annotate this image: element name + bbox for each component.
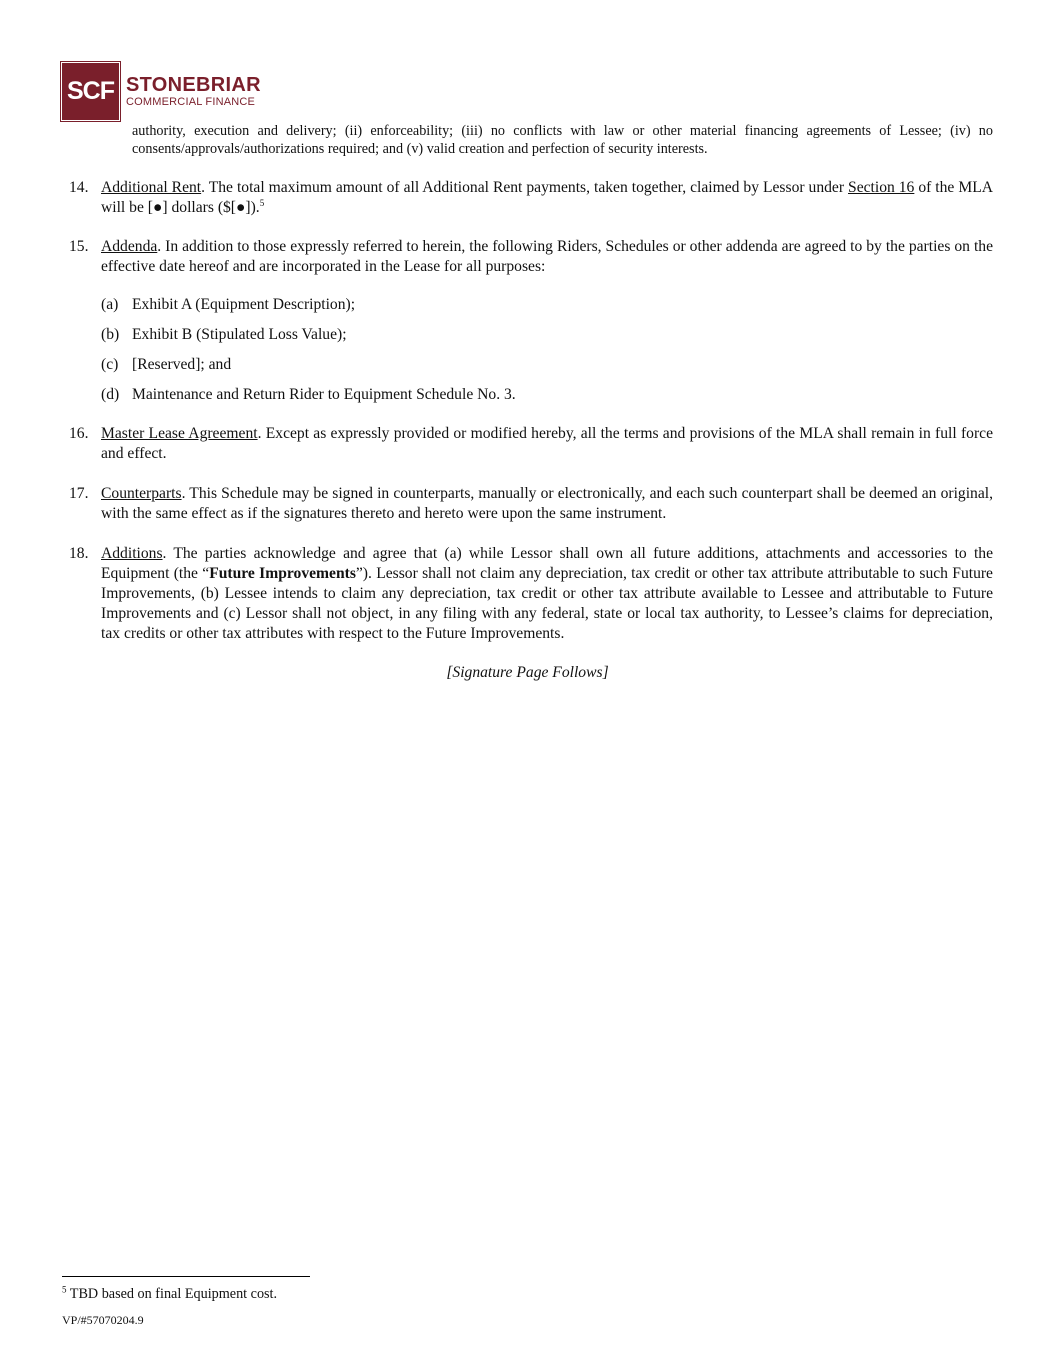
list-item-label: (a) [101, 296, 119, 313]
section-18 [62, 544, 993, 644]
list-item [62, 325, 993, 345]
section-heading: Additions [101, 545, 163, 562]
document-body [62, 122, 993, 683]
section-text: . The parties acknowledge and agree that (a) while Lessor shall own all future additions, attachments and accessories to the Equipment (the “ [101, 545, 993, 582]
section-15 [62, 237, 993, 277]
section-heading: Master Lease Agreement [101, 425, 258, 442]
footnote-divider [62, 1276, 310, 1277]
section-text: . The total maximum amount of all Additional Rent payments, taken together, claimed by Lessor under [201, 179, 849, 196]
list-item-label: (b) [101, 326, 120, 343]
section-heading: Addenda [101, 238, 158, 255]
footnote-text: TBD based on final Equipment cost. [66, 1286, 278, 1302]
footnote-number: 5 [62, 1284, 67, 1295]
logo-text [126, 75, 261, 108]
list-item-text: Exhibit A (Equipment Description); [132, 296, 356, 313]
section-heading: Additional Rent [101, 179, 202, 196]
carryover-paragraph: authority, execution and delivery; (ii) enforceability; (iii) no conflicts with law or other material financing agreements of Lessee; (iv) no consents/approvals/authorizations required; and (v) valid creation and perfection of security interests. [132, 123, 993, 157]
section-text: . Except as expressly provided or modified hereby, all the terms and provisions of the MLA shall remain in full force and effect. [101, 425, 993, 462]
section-text: . This Schedule may be signed in counterparts, manually or electronically, and each such counterpart shall be deemed an original, with the same effect as if the signatures thereto and hereto were upon the same instrument. [101, 485, 993, 522]
section-text: ”). Lessor shall not claim any depreciation, tax credit or other tax attribute attributable to such Future Improvements, (b) Lessee intends to claim any depreciation, tax credit or other tax attribute available to Lessee and attributable to Future Improvements and (c) Lessor shall not object, in any filing with any federal, state or local tax authority, to Lessee’s claims for depreciation, tax credits or other tax attributes with respect to the Future Improvements. [101, 565, 993, 642]
section-text: . In addition to those expressly referred to herein, the following Riders, Schedules or other addenda are agreed to by the parties on the effective date hereof and are incorporated in the Lease for all purposes: [101, 238, 993, 275]
list-item-text: Exhibit B (Stipulated Loss Value); [132, 326, 347, 343]
section-heading: Counterparts [101, 485, 182, 502]
company-logo [62, 62, 261, 121]
signature-page-note: [Signature Page Follows] [446, 664, 609, 681]
list-item-text: [Reserved]; and [132, 356, 232, 373]
section-text: of the MLA will be [●] dollars ($[●]). [101, 179, 993, 216]
addenda-list [62, 295, 993, 405]
section-reference: Section 16 [848, 179, 915, 196]
logo-subtitle: COMMERCIAL FINANCE [126, 96, 256, 108]
list-item-label: (c) [101, 356, 119, 373]
section-number: 17. [69, 485, 89, 502]
list-item [62, 385, 993, 405]
list-item-label: (d) [101, 386, 120, 403]
section-14 [62, 178, 993, 218]
section-16 [62, 424, 993, 464]
footnote [62, 1285, 277, 1303]
section-number: 18. [69, 545, 89, 562]
list-item [62, 355, 993, 375]
section-number: 16. [69, 425, 89, 442]
section-17 [62, 484, 993, 524]
list-item-text: Maintenance and Return Rider to Equipment Schedule No. 3. [132, 386, 516, 403]
section-number: 15. [69, 238, 89, 255]
list-item [62, 295, 993, 315]
defined-term: Future Improvements [209, 565, 356, 582]
section-number: 14. [69, 179, 89, 196]
document-id: VP/#57070204.9 [62, 1313, 144, 1327]
logo-mark: SCF [62, 63, 119, 120]
footnote-reference: 5 [259, 197, 265, 208]
logo-name: STONEBRIAR [126, 74, 261, 96]
